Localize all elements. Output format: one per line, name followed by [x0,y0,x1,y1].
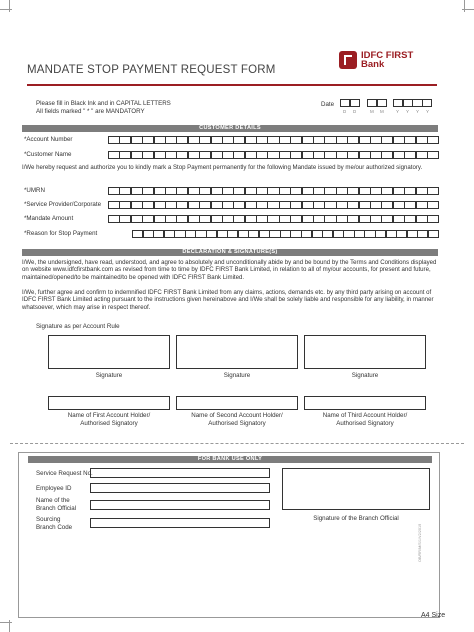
holder-label-2-line1: Name of Second Account Holder/ [191,412,283,419]
char-cell[interactable] [427,187,439,195]
crop-mark [464,0,465,12]
request-text: I/We hereby request and authorize you to kindly mark a Stop Payment permanently for the following Mandate issued by me/our authorized signatory. [22,164,423,171]
date-year-field[interactable] [393,99,431,107]
char-cell[interactable] [404,151,416,159]
char-cell[interactable] [416,136,428,144]
char-cell[interactable] [174,230,185,238]
holder-name-box-2[interactable] [176,396,298,410]
char-cell[interactable] [404,201,416,209]
char-cell[interactable] [302,151,314,159]
char-cell[interactable] [302,201,314,209]
char-cell[interactable] [154,215,166,223]
date-hint: M [370,109,375,114]
char-cell[interactable] [279,201,291,209]
char-cell[interactable] [354,230,365,238]
char-cell[interactable] [347,151,359,159]
char-cell[interactable] [142,215,154,223]
char-cell[interactable] [343,230,354,238]
char-cell[interactable] [131,215,143,223]
char-cell[interactable] [347,215,359,223]
date-hint: D [353,109,357,114]
char-cell[interactable] [313,201,325,209]
char-cell[interactable] [370,136,382,144]
char-cell[interactable] [119,151,131,159]
customer-name-field[interactable] [108,151,438,159]
char-cell[interactable] [393,201,405,209]
official-name-field[interactable] [90,500,270,510]
cut-line [10,443,464,444]
employee-id-field[interactable] [90,483,270,493]
date-month-field[interactable] [367,99,386,107]
char-cell[interactable] [279,136,291,144]
char-cell[interactable] [199,201,211,209]
logo-line-1: IDFC FIRST [361,50,414,61]
char-cell[interactable] [165,136,177,144]
sourcing-label-line1: Sourcing [36,516,61,523]
char-cell[interactable] [199,215,211,223]
char-cell[interactable] [313,215,325,223]
char-cell[interactable] [142,201,154,209]
sourcing-label-line2: Branch Code [36,524,73,531]
holder-name-box-3[interactable] [304,396,426,410]
char-cell[interactable] [290,151,302,159]
char-cell[interactable] [324,136,336,144]
char-cell[interactable] [381,187,393,195]
char-cell[interactable] [131,201,143,209]
signature-box-1[interactable] [48,335,170,369]
form-code: OB/RR/M/S/1/V2/2019 [418,523,422,562]
char-cell[interactable] [336,187,348,195]
signature-label-3: Signature [351,372,379,379]
logo-line-2: Bank [361,59,385,70]
char-cell[interactable] [312,230,323,238]
crop-mark [0,622,12,623]
char-cell[interactable] [233,187,245,195]
char-cell[interactable] [108,215,120,223]
char-cell[interactable] [427,215,439,223]
char-cell[interactable] [302,215,314,223]
header-divider [27,84,437,86]
customer-name-label: *Customer Name [24,151,72,158]
crop-mark [0,9,12,10]
crop-mark [9,0,10,12]
date-hint: Y [406,109,410,114]
char-cell[interactable] [381,151,393,159]
char-cell[interactable] [290,136,302,144]
holder-label-3-line2: Authorised Signatory [336,420,394,427]
char-cell[interactable] [302,136,314,144]
char-cell[interactable] [199,187,211,195]
char-cell[interactable] [333,230,344,238]
char-cell[interactable] [267,187,279,195]
char-cell[interactable] [416,201,428,209]
char-cell[interactable] [290,201,302,209]
char-cell[interactable] [188,136,200,144]
char-cell[interactable] [176,215,188,223]
char-cell[interactable] [364,230,375,238]
char-cell[interactable] [222,201,234,209]
umrn-field[interactable] [108,187,438,195]
char-cell[interactable] [267,201,279,209]
date-hint: Y [416,109,420,114]
char-cell[interactable] [108,201,120,209]
char-cell[interactable] [165,151,177,159]
signature-box-2[interactable] [176,335,298,369]
char-cell[interactable] [233,151,245,159]
char-cell[interactable] [217,230,228,238]
official-name-label-line2: Branch Official [36,505,77,512]
char-cell[interactable] [347,201,359,209]
char-cell[interactable] [108,151,120,159]
date-cell[interactable] [377,99,387,107]
char-cell[interactable] [347,136,359,144]
char-cell[interactable] [153,230,164,238]
char-cell[interactable] [381,136,393,144]
char-cell[interactable] [279,151,291,159]
char-cell[interactable] [131,151,143,159]
char-cell[interactable] [256,215,268,223]
reason-label: *Reason for Stop Payment [24,230,98,237]
char-cell[interactable] [256,201,268,209]
char-cell[interactable] [375,230,386,238]
holder-label-2-line2: Authorised Signatory [208,420,266,427]
char-cell[interactable] [222,151,234,159]
service-request-field[interactable] [90,468,270,478]
char-cell[interactable] [154,151,166,159]
char-cell[interactable] [245,187,257,195]
employee-id-label: Employee ID [36,485,72,492]
char-cell[interactable] [119,201,131,209]
char-cell[interactable] [143,230,154,238]
char-cell[interactable] [416,151,428,159]
bank-logo-icon [339,51,357,69]
holder-label-1-line2: Authorised Signatory [80,420,138,427]
char-cell[interactable] [290,215,302,223]
service-request-label: Service Request No. [36,470,93,477]
char-cell[interactable] [381,215,393,223]
char-cell[interactable] [428,230,439,238]
char-cell[interactable] [324,187,336,195]
date-day-field[interactable] [340,99,359,107]
char-cell[interactable] [238,230,249,238]
char-cell[interactable] [165,187,177,195]
char-cell[interactable] [370,187,382,195]
char-cell[interactable] [188,151,200,159]
char-cell[interactable] [404,215,416,223]
char-cell[interactable] [269,230,280,238]
char-cell[interactable] [206,230,217,238]
instruction-line-1: Please fill in Black Ink and in CAPITAL LETTERS [36,100,171,107]
char-cell[interactable] [259,230,270,238]
service-provider-label: *Service Provider/Corporate [24,201,102,208]
char-cell[interactable] [324,201,336,209]
char-cell[interactable] [359,187,371,195]
char-cell[interactable] [416,215,428,223]
char-cell[interactable] [386,230,397,238]
char-cell[interactable] [142,187,154,195]
char-cell[interactable] [142,136,154,144]
char-cell[interactable] [245,136,257,144]
char-cell[interactable] [324,215,336,223]
umrn-label: *UMRN [24,187,45,194]
char-cell[interactable] [245,201,257,209]
char-cell[interactable] [407,230,418,238]
char-cell[interactable] [256,151,268,159]
char-cell[interactable] [301,230,312,238]
char-cell[interactable] [142,151,154,159]
date-label: Date [321,101,335,108]
char-cell[interactable] [359,151,371,159]
date-hint: M [380,109,385,114]
char-cell[interactable] [131,136,143,144]
char-cell[interactable] [132,230,143,238]
char-cell[interactable] [211,215,223,223]
official-signature-label: Signature of the Branch Official [313,515,399,522]
char-cell[interactable] [313,136,325,144]
form-title: MANDATE STOP PAYMENT REQUEST FORM [27,64,276,76]
char-cell[interactable] [248,230,259,238]
char-cell[interactable] [322,230,333,238]
char-cell[interactable] [119,136,131,144]
holder-label-1-line1: Name of First Account Holder/ [67,412,151,419]
char-cell[interactable] [393,136,405,144]
date-cell[interactable] [422,99,432,107]
char-cell[interactable] [267,215,279,223]
official-name-label-line1: Name of the [36,497,70,504]
char-cell[interactable] [233,136,245,144]
char-cell[interactable] [324,151,336,159]
char-cell[interactable] [119,187,131,195]
char-cell[interactable] [313,187,325,195]
char-cell[interactable] [188,201,200,209]
char-cell[interactable] [290,230,301,238]
char-cell[interactable] [222,187,234,195]
char-cell[interactable] [370,151,382,159]
char-cell[interactable] [211,201,223,209]
char-cell[interactable] [131,187,143,195]
char-cell[interactable] [195,230,206,238]
date-hint: D [343,109,347,114]
char-cell[interactable] [267,151,279,159]
char-cell[interactable] [119,215,131,223]
declaration-para-2: I/We, further agree and confirm to indemnified IDFC FIRST Bank Limited from any claims, actions, demands etc. by any third party arising on account of IDFC FIRST Bank Limited acting pursuant to the instructions given hereinabove and I/We shall be solely liable and responsible for any liability, in manner whatsoever, which may arise in respect thereof. [22,289,434,311]
char-cell[interactable] [370,215,382,223]
char-cell[interactable] [359,215,371,223]
char-cell[interactable] [164,230,175,238]
signature-label-1: Signature [95,372,123,379]
instruction-line-2: All fields marked " * " are MANDATORY [36,108,145,115]
char-cell[interactable] [404,187,416,195]
char-cell[interactable] [393,215,405,223]
char-cell[interactable] [290,187,302,195]
char-cell[interactable] [154,136,166,144]
signature-rule-label: Signature as per Account Rule [36,323,120,330]
char-cell[interactable] [313,151,325,159]
char-cell[interactable] [359,136,371,144]
char-cell[interactable] [336,136,348,144]
holder-label-3-line1: Name of Third Account Holder/ [322,412,408,419]
char-cell[interactable] [176,136,188,144]
official-signature-box[interactable] [282,468,430,510]
char-cell[interactable] [279,187,291,195]
char-cell[interactable] [302,187,314,195]
account-number-label: *Account Number [24,136,73,143]
char-cell[interactable] [267,136,279,144]
declaration-heading: DECLARATION & SIGNATURE(S) [22,249,438,256]
char-cell[interactable] [199,151,211,159]
char-cell[interactable] [417,230,428,238]
char-cell[interactable] [245,151,257,159]
page-size-label: A4 Size [421,612,446,619]
char-cell[interactable] [233,201,245,209]
char-cell[interactable] [199,136,211,144]
char-cell[interactable] [211,151,223,159]
char-cell[interactable] [176,187,188,195]
char-cell[interactable] [336,151,348,159]
char-cell[interactable] [396,230,407,238]
char-cell[interactable] [211,136,223,144]
char-cell[interactable] [176,151,188,159]
char-cell[interactable] [404,136,416,144]
char-cell[interactable] [222,215,234,223]
char-cell[interactable] [176,201,188,209]
char-cell[interactable] [108,187,120,195]
char-cell[interactable] [416,187,428,195]
char-cell[interactable] [188,215,200,223]
char-cell[interactable] [427,151,439,159]
account-number-field[interactable] [108,136,438,144]
char-cell[interactable] [280,230,291,238]
char-cell[interactable] [165,201,177,209]
char-cell[interactable] [393,187,405,195]
char-cell[interactable] [359,201,371,209]
char-cell[interactable] [279,215,291,223]
char-cell[interactable] [256,136,268,144]
bank-use-heading: FOR BANK USE ONLY [28,456,432,463]
char-cell[interactable] [165,215,177,223]
char-cell[interactable] [227,230,238,238]
char-cell[interactable] [336,201,348,209]
char-cell[interactable] [347,187,359,195]
char-cell[interactable] [188,187,200,195]
char-cell[interactable] [336,215,348,223]
char-cell[interactable] [370,201,382,209]
bank-logo [339,46,435,74]
customer-details-heading: CUSTOMER DETAILS [22,125,438,132]
char-cell[interactable] [233,215,245,223]
char-cell[interactable] [211,187,223,195]
date-cell[interactable] [350,99,360,107]
date-hint: Y [396,109,400,114]
char-cell[interactable] [154,187,166,195]
char-cell[interactable] [256,187,268,195]
crop-mark [462,9,474,10]
date-hint: Y [426,109,430,114]
char-cell[interactable] [427,136,439,144]
sourcing-code-field[interactable] [90,518,270,528]
char-cell[interactable] [108,136,120,144]
declaration-para-1: I/We, the undersigned, have read, understood, and agree to absolutely and unconditionally abide by and be bound by the Terms and Conditions displayed on website www.idfcfirstbank.com as revised from time to time by IDFC FIRST Bank Limited, in relation to all of my/our accounts, for present and future, maintained/opened/to be maintained/to be opened with IDFC FIRST Bank Limited. [22,259,437,281]
char-cell[interactable] [245,215,257,223]
mandate-amount-label: *Mandate Amount [24,215,74,222]
mandate-amount-field[interactable] [108,215,438,223]
char-cell[interactable] [381,201,393,209]
service-provider-field[interactable] [108,201,438,209]
char-cell[interactable] [427,201,439,209]
char-cell[interactable] [154,201,166,209]
signature-label-2: Signature [223,372,251,379]
char-cell[interactable] [222,136,234,144]
signature-box-3[interactable] [304,335,426,369]
reason-field[interactable] [132,230,438,238]
char-cell[interactable] [185,230,196,238]
holder-name-box-1[interactable] [48,396,170,410]
char-cell[interactable] [393,151,405,159]
